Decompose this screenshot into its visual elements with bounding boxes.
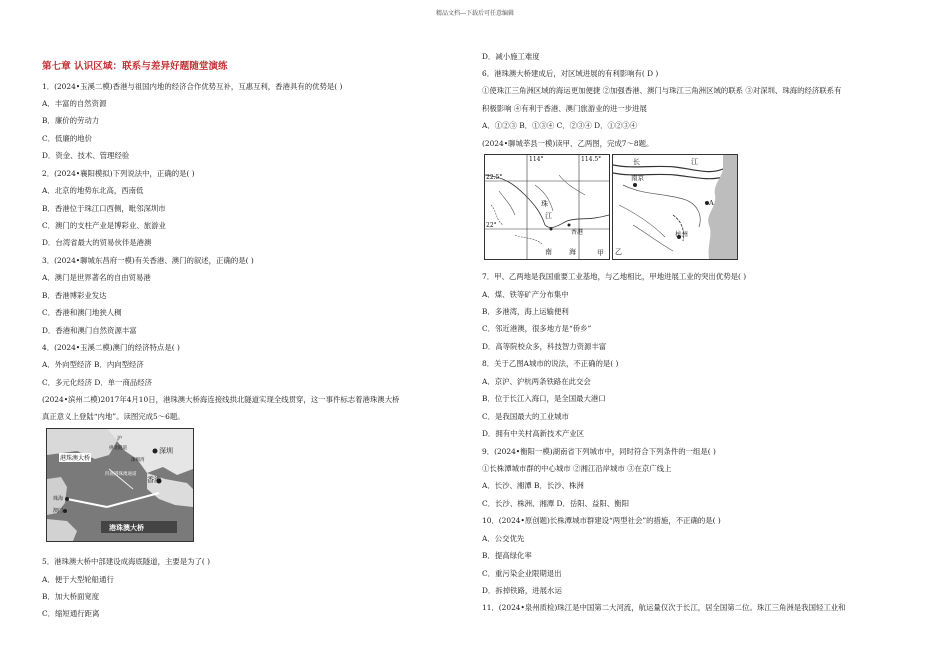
question-3: 3．(2024•聊城东昌府一模)有关香港、澳门的叙述，正确的是( ): [42, 256, 254, 265]
option-line: D．资金、技术、管理经验: [42, 151, 130, 160]
label-chang: 长: [633, 158, 640, 166]
option-line: C．重污染企业限期退出: [482, 569, 562, 578]
passage-intro: (2024•滨州二模)2017年4月10日，港珠澳大桥海连接线拱北隧道实现全线贯穿，这一事件标志着港珠澳大桥: [42, 395, 400, 404]
option-line: B．位于长江入海口，是全国最大港口: [482, 394, 606, 403]
label-bridge-title: 港珠澳大桥: [109, 523, 144, 532]
label-city-a: A: [709, 199, 714, 207]
label-shenzhen: 深圳: [159, 447, 173, 455]
statement-line: 积极影响 ④有利于香港、澳门旅游业的进一步进展: [482, 104, 647, 113]
option-line: C．长沙、株洲、湘潭 D．岳阳、益阳、衡阳: [482, 499, 629, 508]
option-line: D．高等院校众多，科技智力资源丰富: [482, 342, 607, 351]
passage-intro: 真正意义上登陆“内地”。读图完成5～6题。: [42, 412, 185, 421]
statement-line: ①长株潭城市群的中心城市 ②湘江沿岸城市 ③在京广线上: [482, 464, 672, 473]
option-line: B．提高绿化率: [482, 551, 532, 560]
bridge-map: [46, 428, 194, 542]
label-channel: 四座港珠澳通道: [105, 472, 137, 477]
option-line: C．低廉的地价: [42, 134, 92, 143]
question-6: 6．港珠澳大桥建成后，对区域进展的有利影响有( D ): [482, 69, 659, 78]
label-114: 114°: [529, 156, 544, 163]
label-macao: 澳门: [53, 508, 64, 514]
option-line: D．香港和澳门自然资源丰富: [42, 326, 137, 335]
label-nanjing: 南京: [631, 174, 644, 182]
option-line: B．加大桥面宽度: [42, 592, 100, 601]
option-line: B．香港位于珠江口西侧，毗邻深圳市: [42, 204, 166, 213]
question-9: 9．(2024•衡阳一模)湖南省下列城市中，同时符合下列条件的一组是( ): [482, 447, 716, 456]
label-jia: 甲: [597, 249, 604, 257]
option-line: C．多元化经济 D．单一商品经济: [42, 378, 153, 387]
option-line: A．京沪、沪杭两条铁路在此交会: [482, 377, 591, 386]
label-jiang: 江: [545, 212, 552, 220]
option-line: A．丰富的自然资源: [42, 99, 107, 108]
option-line: B．香港博彩业发达: [42, 291, 107, 300]
label-hai: 海: [569, 248, 576, 256]
option-line: D．减小施工难度: [482, 52, 540, 61]
option-line: B．多港湾，海上运输便利: [482, 307, 569, 316]
option-line: B．廉价的劳动力: [42, 116, 100, 125]
question-4: 4．(2024•玉溪二模)澳门的经济特点是( ): [42, 343, 180, 352]
option-line: A．公交优先: [482, 534, 525, 543]
option-line: C．是我国最大的工业城市: [482, 412, 569, 421]
map-yi: [612, 154, 738, 260]
option-line: A．①②③ B．①③④ C．②③④ D．①②③④: [482, 121, 638, 130]
label-hongkong: 香港: [147, 476, 161, 484]
label-114-5: 114.5°: [581, 156, 602, 163]
question-11: 11．(2024•泉州质检)珠江是中国第二大河流，航运量仅次于长江，居全国第二位。珠江三角洲是我国轻工业和: [482, 603, 846, 612]
option-line: A．长沙、湘潭 B．长沙、株洲: [482, 481, 584, 490]
page-header: 精品文档---下载后可任意编辑: [435, 10, 515, 17]
label-gongbei-tunnel: 拱北隧道: [109, 446, 127, 451]
option-line: C．澳门的支柱产业是博彩业、旅游业: [42, 221, 166, 230]
label-hongkong-jia: 香港: [571, 229, 584, 236]
passage-intro: (2024•聊城莘县一模)读甲、乙两图，完成7～8题。: [482, 139, 654, 148]
label-yi: 乙: [615, 248, 622, 256]
map-yi-graphic: [613, 155, 737, 259]
option-line: A．便于大型轮船通行: [42, 575, 114, 584]
question-1: 1．(2024•玉溪二模)香港与祖国内地的经济合作优势互补，互惠互利，香港具有的优势是( ): [42, 82, 343, 91]
label-jiang-yi: 江: [691, 158, 698, 166]
question-10: 10．(2024•原创题)长株潭城市群建设“两型社会”的措施，不正确的是( ): [482, 516, 721, 525]
option-line: D．拥有中关村高新技术产业区: [482, 429, 585, 438]
option-line: A．澳门是世界著名的自由贸易港: [42, 273, 151, 282]
question-7: 7．甲、乙两地是我国重要工业基地，与乙地相比，甲地进展工业的突出优势是( ): [482, 272, 747, 281]
statement-line: ①使珠江三角洲区域的海运更加便捷 ②加强香港、澳门与珠江三角洲区域的联系 ③对深圳、珠海的经济联系有: [482, 86, 842, 95]
label-shenzhen-bay: 深圳湾: [131, 458, 145, 463]
label-hangzhou: 杭州: [675, 230, 688, 238]
question-5: 5．港珠澳大桥中部建设成海底隧道，主要是为了( ): [42, 557, 211, 566]
option-line: A．外向型经济 B．内向型经济: [42, 360, 144, 369]
option-line: C．邻近港澳，很多地方是“侨乡”: [482, 324, 592, 333]
option-line: A．煤、铁等矿产分布集中: [482, 290, 569, 299]
chapter-title: 第七章 认识区域：联系与差异好题随堂演练: [42, 61, 228, 72]
label-zhuhai: 珠海: [53, 496, 64, 502]
option-line: A．北京的地势东北高，西南低: [42, 186, 144, 195]
option-line: C．缩短通行距离: [42, 609, 100, 618]
question-2: 2．(2024•襄阳模拟)下列说法中，正确的是( ): [42, 169, 195, 178]
option-line: D．拆掉铁路，进展水运: [482, 586, 562, 595]
label-hu: 沪: [117, 436, 123, 442]
option-line: D．台湾省最大的贸易伙伴是港澳: [42, 238, 152, 247]
label-bridge-top: 港珠澳大桥: [60, 455, 91, 462]
label-nan: 南: [545, 248, 552, 256]
label-22: 22°: [486, 222, 497, 229]
map-jia: [484, 154, 610, 260]
option-line: C．香港和澳门地狭人稠: [42, 308, 122, 317]
label-22-5: 22.5°: [486, 174, 503, 181]
question-8: 8．关于乙图A城市的说法，不正确的是( ): [482, 359, 619, 368]
label-zhu: 珠: [541, 200, 548, 208]
